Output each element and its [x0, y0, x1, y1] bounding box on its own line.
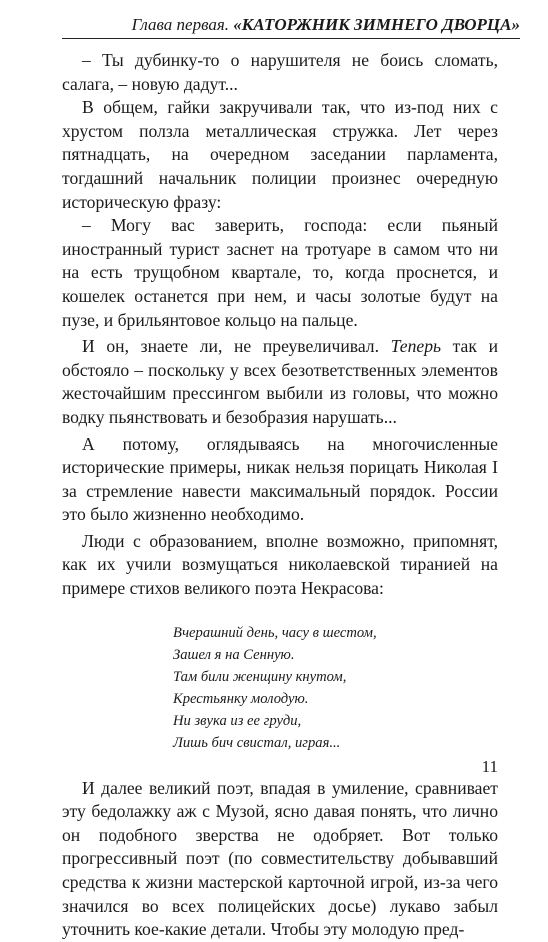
paragraph: [62, 335, 498, 429]
paragraph: – Могу вас заверить, господа: если пьяный иностранный турист заснет на тротуаре в самом что ни на есть трущобном квартале, то, когда проснется, и кошелек останется при нем, и часы золотые будут на пузе, и брильянтовое кольцо на пальце.: [62, 215, 498, 330]
chapter-label: Глава первая.: [131, 15, 230, 34]
poem-line: Лишь бич свистал, играя...: [173, 734, 341, 751]
poem-line: Ни звука из ее груди,: [173, 712, 302, 729]
paragraph: И далее великий поэт, впадая в умиление, сравнивает эту бедолажку аж с Музой, ясно давая понять, что лично он подобного зверства не одобряет. Вот только прогрессивный поэт (по совместительству добывавший средства к жизни мастерской карточной игрой, из-за чего значился во всех полицейских досье) лукаво забыл уточнить кое-какие детали. Чтобы эту молодую пред-: [62, 777, 498, 940]
paragraph: – Ты дубинку-то о нарушителя не боись сломать, салага, – новую дадут...: [62, 50, 498, 94]
paragraph: В общем, гайки закручивали так, что из-под них с хрустом ползла металлическая стружка. Лет через пятнадцать, на очередном заседании парламента, тогдашний начальник полиции произнес очередную историческую фразу:: [62, 97, 498, 212]
page-body: [62, 49, 498, 942]
paragraph: Люди с образованием, вполне возможно, припомнят, как их учили возмущаться николаевской тиранией на примере стихов великого поэта Некрасова:: [62, 530, 498, 599]
poem-line: Зашел я на Сенную.: [173, 646, 295, 663]
poem-line: Там били женщину кнутом,: [173, 668, 347, 685]
chapter-title: «КАТОРЖНИК ЗИМНЕГО ДВОРЦА»: [233, 15, 520, 34]
paragraph-text: И он, знаете ли, не преувеличивал.: [82, 336, 391, 357]
emphasis-word: Теперь: [390, 336, 441, 357]
page-number: 11: [481, 757, 498, 776]
poem-line: Крестьянку молодую.: [173, 690, 309, 707]
running-header: [62, 12, 520, 39]
poem-excerpt: [173, 622, 498, 754]
paragraph: А потому, оглядываясь на многочисленные исторические примеры, никак нельзя порицать Николая I за стремление навести максимальный порядок. России это было жизненно необходимо.: [62, 433, 498, 525]
paragraph-text: так и обстояло – поскольку у всех безответственных элементов жесточайшим прессингом выбили из головы, что можно водку пьянствовать и безобразия нарушать...: [62, 336, 498, 427]
poem-line: Вчерашний день, часу в шестом,: [173, 624, 377, 641]
